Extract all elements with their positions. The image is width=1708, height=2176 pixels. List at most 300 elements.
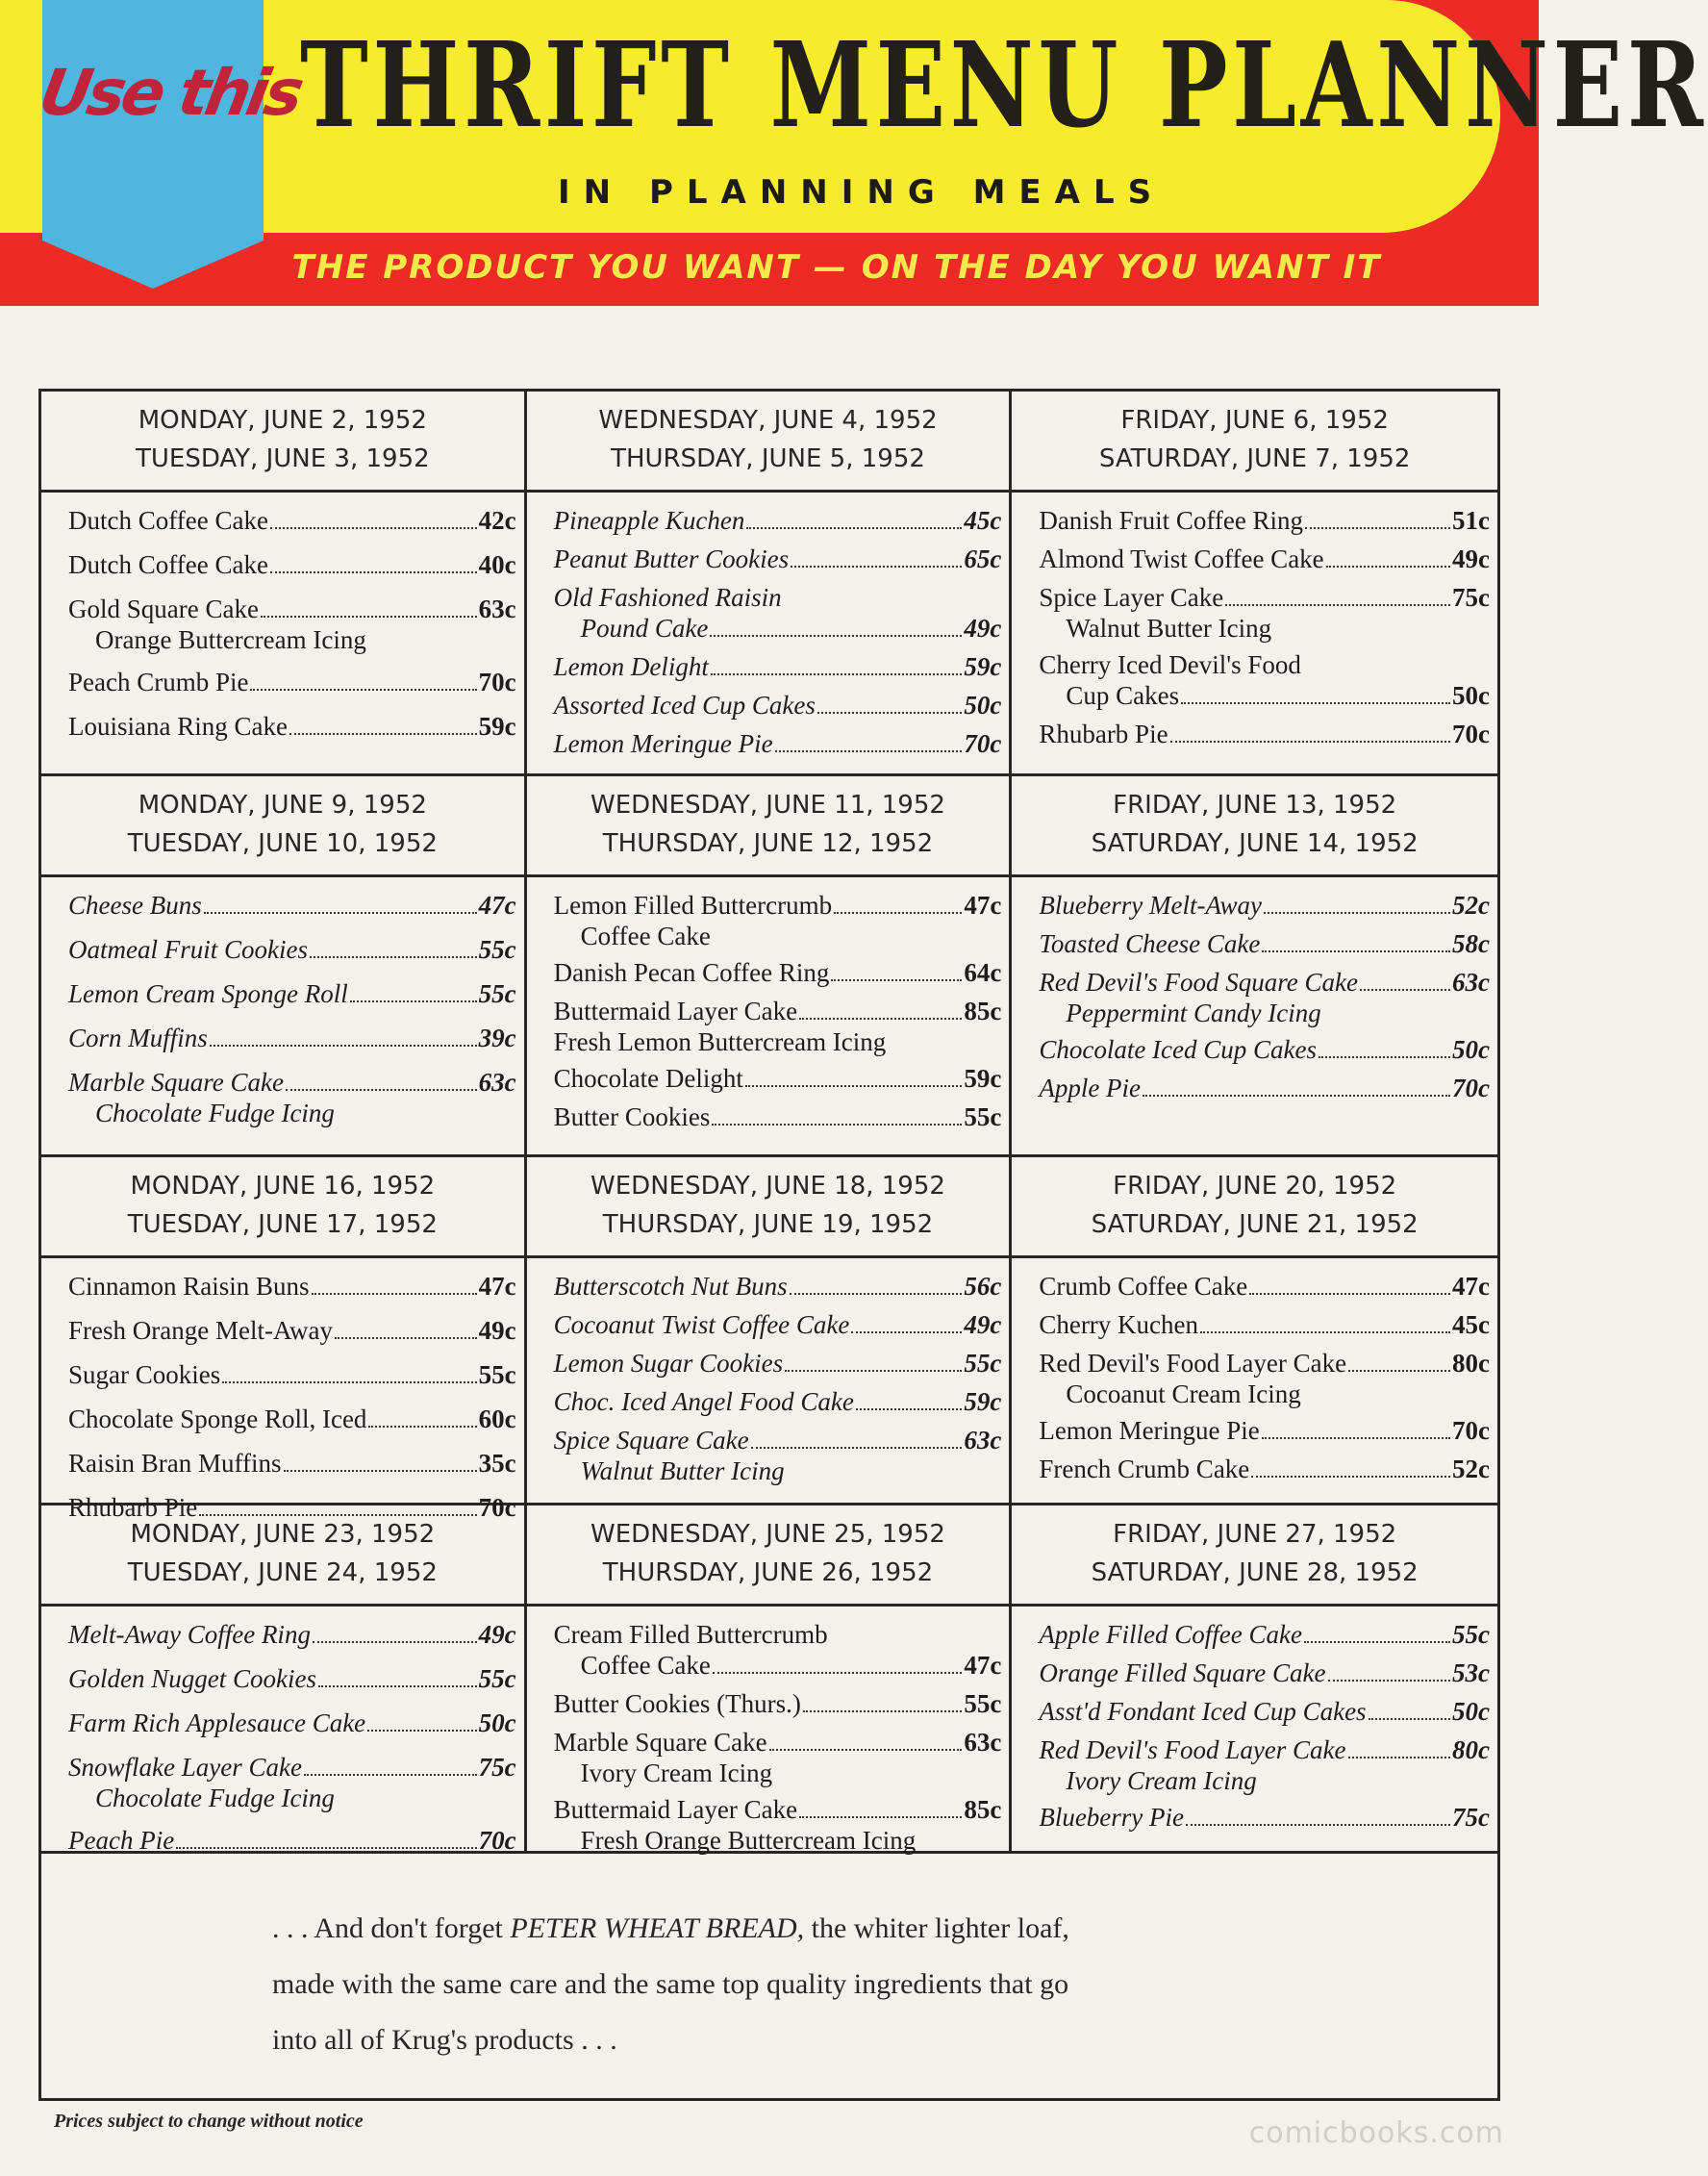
menu-item-price: 70c [964,729,1002,758]
menu-item-price: 75c [1452,1803,1490,1832]
menu-item-icing: Cocoanut Cream Icing [1066,1379,1301,1408]
menu-item [1019,889,1490,922]
menu-item-icing: Ivory Cream Icing [580,1759,773,1787]
menu-item-name: Assorted Iced Cup Cakes [553,691,816,720]
dot-leader [1170,741,1450,743]
menu-item-icing: Orange Buttercream Icing [95,625,366,654]
dot-leader [289,733,477,735]
menu-item-price: 47c [964,1651,1002,1680]
menu-item-row [68,1447,516,1480]
menu-item-name: Rhubarb Pie [1039,720,1168,748]
menu-cell [1012,392,1497,776]
dot-leader [775,750,963,752]
menu-item-name: Peach Pie [68,1826,175,1855]
menu-item-row [68,504,516,537]
menu-date: THURSDAY, JUNE 26, 1952 [602,1558,934,1587]
menu-item-name: Rhubarb Pie [68,1493,198,1522]
dot-leader [335,1337,477,1339]
menu-item-name: Raisin Bran Muffins [68,1449,282,1478]
dot-leader [1186,1824,1450,1826]
menu-item [49,1314,516,1347]
menu-item-row [1039,543,1490,575]
menu-item-name: Red Devil's Food Square Cake [1039,968,1359,997]
menu-item-row [68,710,516,743]
menu-item [535,543,1002,575]
menu-item-name: Butter Cookies (Thurs.) [553,1689,801,1718]
menu-item-price: 55c [964,1102,1002,1131]
menu-item [1019,1733,1490,1795]
menu-item-price: 59c [964,1387,1002,1416]
dot-leader [368,1426,476,1428]
menu-item [1019,966,1490,1027]
menu-item-name: Cheese Buns [68,891,202,920]
dot-leader [711,673,962,675]
menu-item-icing: Ivory Cream Icing [1066,1766,1257,1795]
menu-cell-dates [1012,1157,1497,1258]
menu-item-row [554,1062,1002,1095]
menu-cell-dates [41,1157,524,1258]
menu-cell-dates [527,392,1010,493]
menu-item-icing: Fresh Orange Buttercream Icing [580,1826,917,1855]
menu-item-name: Chocolate Delight [553,1064,743,1093]
menu-cell-dates [527,1505,1010,1607]
menu-item-price: 52c [1452,891,1490,920]
dot-leader [1348,1370,1450,1372]
menu-item-row [68,1403,516,1435]
menu-item [49,1403,516,1435]
footer-line-3: into all of Krug's products . . . [272,2024,617,2056]
menu-item-name: Almond Twist Coffee Cake [1039,544,1324,573]
menu-item [535,956,1002,989]
menu-item-price: 55c [478,979,516,1008]
menu-item-row [554,727,1002,760]
dot-leader [856,1408,963,1410]
menu-date: WEDNESDAY, JUNE 11, 1952 [590,791,945,820]
menu-item-name: Toasted Cheese Cake [1039,929,1261,958]
menu-item-row [554,1618,1002,1651]
menu-cell [1012,1505,1497,1854]
footer-line-1 [272,1901,1330,1957]
menu-item-row [1039,1618,1490,1651]
menu-item-name: Peach Crumb Pie [68,668,249,696]
menu-item-price: 63c [478,1068,516,1097]
menu-item-row [68,1662,516,1695]
menu-date: SATURDAY, JUNE 14, 1952 [1091,829,1419,858]
menu-item-name: Apple Pie [1039,1074,1142,1102]
menu-item [535,1270,1002,1303]
dot-leader [751,1447,963,1449]
menu-item-icing: Chocolate Fudge Icing [95,1099,335,1127]
menu-item [49,977,516,1010]
menu-item-price: 49c [964,1310,1002,1339]
menu-item-price: 63c [1452,968,1490,997]
menu-item-name: Gold Square Cake [68,595,259,623]
menu-item-price: 80c [1452,1735,1490,1764]
menu-item-name: Spice Layer Cake [1039,583,1224,612]
menu-item-row [1039,1347,1490,1379]
menu-item-name: Dutch Coffee Cake [68,550,268,579]
menu-item-name: Danish Fruit Coffee Ring [1039,506,1304,535]
menu-item-row [68,1022,516,1054]
menu-item [535,1649,1002,1682]
menu-item-name: Cherry Kuchen [1039,1310,1199,1339]
menu-cell [41,1505,527,1854]
menu-date: TUESDAY, JUNE 3, 1952 [135,444,430,473]
menu-item-price: 59c [478,712,516,741]
menu-item-row [68,933,516,966]
menu-item-price: 70c [478,668,516,696]
menu-item-row [1039,1733,1490,1766]
dot-leader [769,1749,963,1751]
menu-item-row [68,1751,516,1784]
menu-item-row [68,1358,516,1391]
dot-leader [176,1847,476,1849]
menu-item [535,889,1002,950]
dot-leader [1360,989,1450,991]
menu-date: TUESDAY, JUNE 17, 1952 [127,1210,438,1239]
menu-item-row [1039,718,1490,750]
menu-item-row [68,1314,516,1347]
menu-item-name: Cocoanut Twist Coffee Cake [553,1310,850,1339]
menu-item-price: 59c [964,1064,1002,1093]
footer-line-1a: . . . And don't forget [272,1912,511,1944]
menu-cell [527,776,1013,1157]
menu-item [535,581,1002,614]
dot-leader [304,1774,477,1776]
menu-item [49,1447,516,1480]
menu-item-price: 47c [964,891,1002,920]
menu-item-icing: Walnut Butter Icing [1066,614,1272,643]
dot-leader [803,1710,962,1712]
menu-item-row [1039,1072,1490,1104]
menu-item-price: 40c [478,550,516,579]
menu-date: MONDAY, JUNE 23, 1952 [130,1520,436,1549]
menu-item-row [68,548,516,581]
menu-cell-dates [41,776,524,877]
dot-leader [1249,1293,1450,1295]
menu-item-row [581,1649,1002,1682]
dot-leader [350,1000,477,1002]
menu-date: TUESDAY, JUNE 10, 1952 [127,829,438,858]
menu-item-price: 55c [478,935,516,964]
menu-item [49,1707,516,1739]
menu-item-name: Crumb Coffee Cake [1039,1272,1248,1301]
menu-item-name: Farm Rich Applesauce Cake [68,1708,366,1737]
dot-leader [1305,527,1450,529]
menu-item-icing: Peppermint Candy Icing [1066,999,1321,1027]
menu-item-name: Lemon Sugar Cookies [553,1349,784,1378]
menu-item [535,504,1002,537]
dot-leader [250,689,476,691]
dot-leader [1225,604,1450,606]
menu-cell [527,1505,1013,1854]
dot-leader [1262,1437,1450,1439]
menu-item-icing: Fresh Lemon Buttercream Icing [553,1027,887,1056]
menu-item-price: 75c [1452,583,1490,612]
menu-item [535,1793,1002,1855]
menu-item [49,593,516,654]
dot-leader [1369,1718,1450,1720]
menu-cell [527,392,1013,776]
menu-item-name: Marble Square Cake [553,1728,767,1757]
menu-item [535,1424,1002,1485]
dot-leader [746,527,962,529]
dot-leader [834,912,962,914]
menu-item-row [1066,679,1490,712]
menu-item-price: 42c [478,506,516,535]
menu-item-name: Lemon Meringue Pie [553,729,773,758]
menu-item-price: 55c [478,1360,516,1389]
menu-cell-dates [1012,776,1497,877]
menu-item [49,548,516,581]
menu-item-price: 47c [478,1272,516,1301]
dot-leader [1326,566,1450,568]
menu-cell [1012,776,1497,1157]
menu-item [535,689,1002,721]
menu-date: FRIDAY, JUNE 6, 1952 [1120,406,1389,435]
menu-item-price: 70c [1452,720,1490,748]
menu-item-name: Orange Filled Square Cake [1039,1658,1326,1687]
menu-item-row [554,689,1002,721]
menu-item [535,1618,1002,1651]
dot-leader [310,956,477,958]
menu-item [1019,1657,1490,1689]
menu-item-name: Lemon Delight [553,652,709,681]
menu-item-row [554,1687,1002,1720]
menu-item-row [1039,581,1490,614]
menu-item-row [554,1270,1002,1303]
menu-item-row [554,543,1002,575]
menu-item-price: 70c [1452,1074,1490,1102]
menu-item-price: 85c [964,1795,1002,1824]
menu-item-row [1039,966,1490,999]
menu-item [535,1101,1002,1133]
menu-item [1019,581,1490,643]
menu-item-row [554,889,1002,922]
menu-item-price: 64c [964,958,1002,987]
menu-item-price: 50c [478,1708,516,1737]
dot-leader [204,912,477,914]
menu-cell-dates [1012,1505,1497,1607]
menu-item-icing: Coffee Cake [580,922,711,950]
menu-item [1019,1308,1490,1341]
menu-item [535,650,1002,683]
menu-item-name: Dutch Coffee Cake [68,506,268,535]
page-subtitle: IN PLANNING MEALS [558,173,1166,212]
menu-item-price: 55c [964,1689,1002,1718]
menu-item [535,1347,1002,1379]
menu-item-row [1039,648,1490,681]
menu-item [1019,1347,1490,1408]
menu-item [49,666,516,698]
menu-item-price: 53c [1452,1658,1490,1687]
dot-leader [286,1089,477,1091]
menu-item-price: 63c [964,1426,1002,1455]
menu-date: MONDAY, JUNE 16, 1952 [130,1172,436,1201]
menu-item-row [554,504,1002,537]
watermark: comicbooks.com [1248,2116,1504,2150]
tagline: THE PRODUCT YOU WANT — ON THE DAY YOU WANT IT [291,248,1382,287]
menu-item [535,1062,1002,1095]
menu-item-price: 63c [478,595,516,623]
menu-item-row [554,1308,1002,1341]
menu-item-price: 45c [1452,1310,1490,1339]
menu-item-price: 70c [1452,1416,1490,1445]
menu-item [535,995,1002,1056]
dot-leader [790,1293,963,1295]
menu-item [535,727,1002,760]
menu-item-name: Pineapple Kuchen [553,506,745,535]
menu-item-name: Snowflake Layer Cake [68,1753,302,1782]
menu-item-price: 45c [964,506,1002,535]
menu-item [1019,1072,1490,1104]
menu-item [1019,1801,1490,1834]
dot-leader [791,566,962,568]
menu-item [535,612,1002,645]
menu-item-price: 39c [478,1024,516,1052]
menu-cell-dates [41,1505,524,1607]
dot-leader [270,527,477,529]
menu-item-name: Corn Muffins [68,1024,208,1052]
menu-item-row [554,956,1002,989]
menu-item-price: 75c [478,1753,516,1782]
menu-item-price: 50c [1452,681,1490,710]
menu-item-price: 50c [1452,1697,1490,1726]
menu-date: FRIDAY, JUNE 27, 1952 [1113,1520,1397,1549]
menu-item-row [68,977,516,1010]
menu-item [49,933,516,966]
menu-item-price: 70c [478,1826,516,1855]
menu-item [1019,1270,1490,1303]
menu-item-row [554,1101,1002,1133]
menu-cell-dates [527,776,1010,877]
dot-leader [1304,1641,1450,1643]
menu-item-row [554,1385,1002,1418]
menu-item [535,1687,1002,1720]
menu-item [1019,1695,1490,1728]
menu-item [1019,1453,1490,1485]
use-this-label: Use this [34,56,306,130]
menu-item-price: 49c [478,1620,516,1649]
menu-date: WEDNESDAY, JUNE 18, 1952 [590,1172,945,1201]
menu-grid [38,389,1500,1855]
menu-item-row [1039,1695,1490,1728]
menu-item [535,1385,1002,1418]
dot-leader [1251,1476,1450,1478]
dot-leader [799,1816,962,1818]
dot-leader [1262,950,1450,952]
menu-item-name: Cream Filled Buttercrumb [553,1620,828,1649]
dot-leader [312,1293,477,1295]
menu-item-price: 49c [1452,544,1490,573]
menu-item-name: Louisiana Ring Cake [68,712,288,741]
menu-item [49,1022,516,1054]
dot-leader [1319,1056,1450,1058]
menu-item-name: Sugar Cookies [68,1360,221,1389]
menu-item-row [68,1270,516,1303]
menu-item [1019,718,1490,750]
menu-item-price: 50c [1452,1035,1490,1064]
menu-item-price: 47c [1452,1272,1490,1301]
menu-item-row [68,889,516,922]
menu-item-name: Red Devil's Food Layer Cake [1039,1735,1346,1764]
menu-item-row [554,995,1002,1027]
menu-item-name: Fresh Orange Melt-Away [68,1316,333,1345]
menu-item [49,1751,516,1812]
menu-item-row [554,650,1002,683]
menu-item-name: Choc. Iced Angel Food Cake [553,1387,854,1416]
dot-leader [261,616,477,618]
menu-item-price: 49c [478,1316,516,1345]
menu-item [1019,927,1490,960]
menu-date: SATURDAY, JUNE 28, 1952 [1091,1558,1419,1587]
dot-leader [318,1685,477,1687]
menu-item-row [554,1793,1002,1826]
menu-cell [41,776,527,1157]
menu-item [535,1308,1002,1341]
menu-item-name: Blueberry Melt-Away [1039,891,1263,920]
fine-print: Prices subject to change without notice [54,2111,364,2132]
menu-item-row [554,1424,1002,1456]
menu-item [1019,1414,1490,1447]
footer-box [38,1851,1500,2101]
menu-item-price: 59c [964,652,1002,681]
menu-item-row [68,666,516,698]
menu-item-row [1039,889,1490,922]
menu-item-row [68,1707,516,1739]
menu-item [49,710,516,743]
menu-cell-dates [1012,392,1497,493]
dot-leader [313,1641,477,1643]
menu-item [49,1270,516,1303]
menu-item-row [1039,1801,1490,1834]
menu-item [1019,543,1490,575]
menu-item-price: 80c [1452,1349,1490,1378]
menu-cell [527,1157,1013,1505]
menu-item-price: 49c [964,614,1002,643]
menu-item-row [68,593,516,625]
menu-cell-dates [41,392,524,493]
dot-leader [712,1124,962,1126]
menu-item-name: Lemon Filled Buttercrumb [553,891,833,920]
dot-leader [785,1370,962,1372]
menu-item [1019,504,1490,537]
menu-item-price: 47c [478,891,516,920]
menu-item-row [1039,1308,1490,1341]
dot-leader [745,1085,962,1087]
menu-item-name: Asst'd Fondant Iced Cup Cakes [1039,1697,1367,1726]
menu-item-name: Danish Pecan Coffee Ring [553,958,830,987]
menu-item-row [581,612,1002,645]
dot-leader [1328,1680,1450,1682]
dot-leader [367,1730,477,1732]
dot-leader [270,571,477,573]
menu-item-name: Coffee Cake [580,1651,711,1680]
menu-item-name: Apple Filled Coffee Cake [1039,1620,1302,1649]
menu-item-name: Cherry Iced Devil's Food [1039,650,1301,679]
menu-item-name: Red Devil's Food Layer Cake [1039,1349,1347,1378]
menu-item-name: Lemon Meringue Pie [1039,1416,1260,1445]
menu-date: WEDNESDAY, JUNE 4, 1952 [598,406,938,435]
footer-line-2: made with the same care and the same top quality ingredients that go [272,1968,1069,2000]
dot-leader [817,712,962,714]
product-name: PETER WHEAT BREAD, [510,1912,805,1944]
menu-item-price: 52c [1452,1455,1490,1483]
menu-item-row [554,1726,1002,1759]
menu-item [49,889,516,922]
menu-date: MONDAY, JUNE 2, 1952 [138,406,427,435]
menu-item-name: Chocolate Iced Cup Cakes [1039,1035,1318,1064]
